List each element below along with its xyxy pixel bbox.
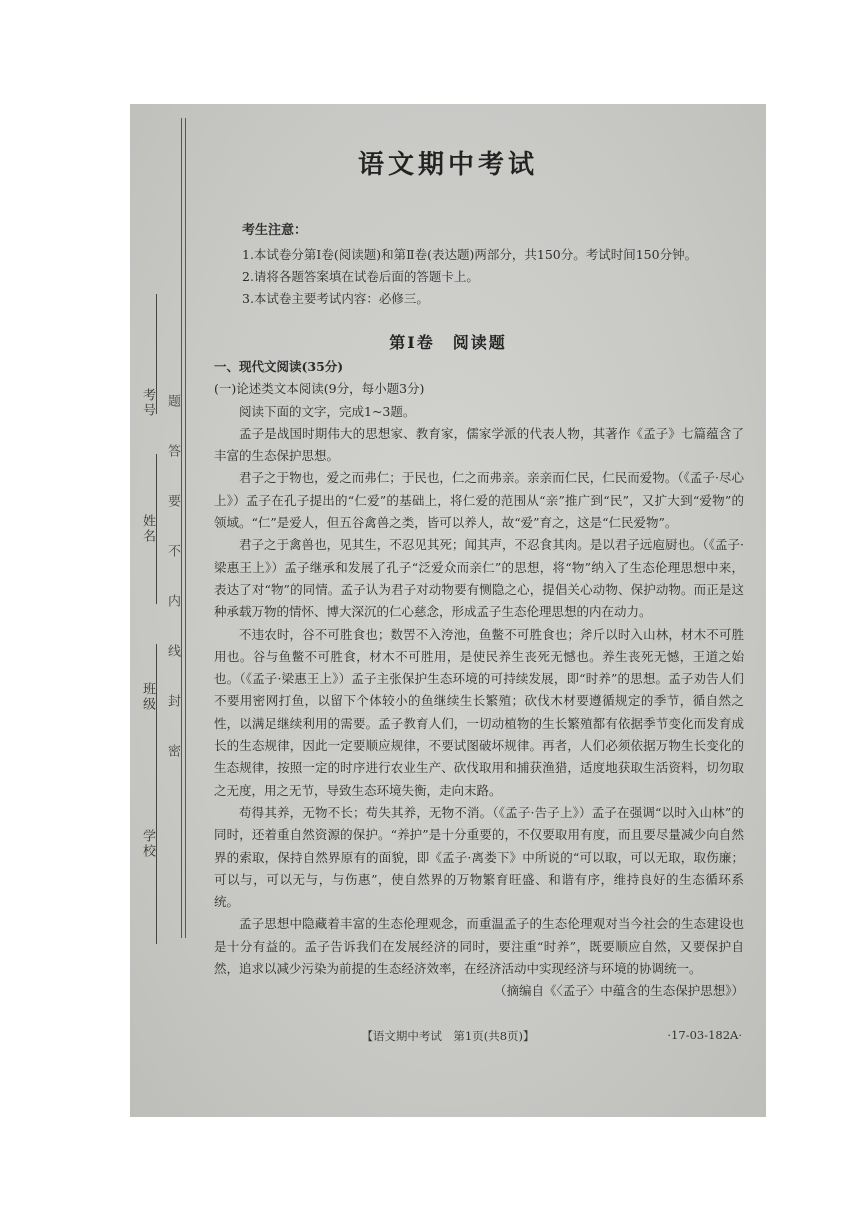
passage-paragraph: 君子之于物也，爱之而弗仁；于民也，仁之而弗亲。亲亲而仁民，仁民而爱物。（《孟子·尽心上》）孟子在孔子提出的“仁爱”的基础上，将仁爱的范围从“亲”推广到“民”，又扩大到“爱物”的领域。“仁”是爱人，但五谷禽兽之类，皆可以养人，故“爱”育之，这是“仁民爱物”。 [214, 470, 744, 531]
field-label-class: 班级 [140, 682, 155, 712]
binding-line [185, 118, 186, 938]
notice-item: 3.本试卷主要考试内容：必修三。 [242, 291, 429, 306]
passage-paragraph: 不违农时，谷不可胜食也；数罟不入洿池，鱼鳖不可胜食也；斧斤以时入山林，材木不可胜用也。谷与鱼鳖不可胜食，材木不可胜用，是使民养生丧死无憾也。养生丧死无憾，王道之始也。（《孟子·梁惠王上》）孟子主张保护生态环境的可持续发展，即“时养”的思想。孟子劝告人们不要用密网打鱼，以留下个体较小的鱼继续生长繁殖；砍伐木材要遵循规定的季节，循自然之性，以满足继续利用的需要。孟子教育人们，一切动植物的生长繁殖都有依据季节变化而发育成长的生态规律，因此一定要顺应规律，不要试图破坏规律。再者，人们必须依据万物生长变化的生态规律，按照一定的时序进行农业生产、砍伐取用和捕获渔猎，适度地获取生活资料，切勿取之无度，用之无节，导致生态环境失衡，走向末路。 [214, 626, 744, 798]
seal-char: 线 [165, 644, 180, 657]
exam-paper [130, 104, 766, 1117]
field-label-school: 学校 [140, 829, 155, 859]
seal-char: 不 [165, 544, 180, 557]
school-blank [156, 794, 157, 944]
passage-paragraph: 苟得其养，无物不长；苟失其养，无物不消。（《孟子·告子上》）孟子在强调“以时入山林”的同时，还着重自然资源的保护。“养护”是十分重要的，不仅要取用有度，而且要尽量减少向自然界的索取，保持自然界原有的面貌，即《孟子·离娄下》中所说的“可以取，可以无取，取伤廉；可以与，可以无与，与伤惠”，使自然界的万物繁育旺盛、和谐有序，维持良好的生态循环系统。 [214, 804, 744, 910]
notice-block [242, 220, 697, 310]
passage-paragraph: 孟子思想中隐藏着丰富的生态伦理观念，而重温孟子的生态伦理观对当今社会的生态建设也是十分有益的。孟子告诉我们在发展经济的同时，要注重“时养”，既要顺应自然，又要保护自然，追求以减少污染为前提的生态经济效率，在经济活动中实现经济与环境的协调统一。 [214, 916, 744, 977]
binding-line [181, 118, 182, 938]
field-label-name: 姓名 [140, 514, 155, 544]
instruction: 阅读下面的文字，完成1~3题。 [239, 403, 416, 419]
section-title: 第Ⅰ卷 阅读题 [389, 333, 507, 352]
passage-paragraph: 君子之于禽兽也，见其生，不忍见其死；闻其声，不忍食其肉。是以君子远庖厨也。（《孟子·梁惠王上》）孟子继承和发展了孔子“泛爱众而亲仁”的思想，将“物”纳入了生态伦理思想中来，表达了对“物”的同情。孟子认为君子对动物要有恻隐之心，提倡关心动物、保护动物。而正是这种承载万物的情怀、博大深沉的仁心慈念，形成孟子生态伦理思想的内在动力。 [214, 537, 744, 620]
reading-passage [214, 356, 744, 1003]
subpart-title: (一)论述类文本阅读(9分，每小题3分) [214, 381, 425, 397]
name-blank [156, 454, 157, 604]
exam-title: 语文期中考试 [357, 150, 538, 180]
class-blank [156, 644, 157, 794]
passage-source: （摘编自《〈孟子〉中蕴含的生态保护思想》） [493, 983, 744, 999]
notice-item: 2.请将各题答案填在试卷后面的答题卡上。 [242, 269, 479, 284]
passage-paragraph: 孟子是战国时期伟大的思想家、教育家，儒家学派的代表人物，其著作《孟子》七篇蕴含了丰富的生态保护思想。 [214, 425, 744, 464]
footer-page-info: 【语文期中考试 第1页(共8页)】 [361, 1029, 535, 1043]
part-title: 一、现代文阅读(35分) [214, 359, 344, 374]
seal-char: 答 [165, 444, 180, 457]
seal-char: 题 [165, 394, 180, 407]
notice-title: 考生注意： [242, 223, 308, 238]
exam-number-blank [156, 294, 157, 414]
seal-char: 内 [165, 594, 180, 607]
seal-char: 封 [165, 694, 180, 707]
seal-char: 密 [165, 744, 180, 757]
footer-code: ·17-03-182A· [667, 1028, 742, 1042]
seal-char: 要 [165, 494, 180, 507]
notice-item: 1.本试卷分第Ⅰ卷(阅读题)和第Ⅱ卷(表达题)两部分，共150分。考试时间150分钟。 [242, 247, 698, 262]
field-label-exam-number: 考号 [140, 388, 155, 418]
